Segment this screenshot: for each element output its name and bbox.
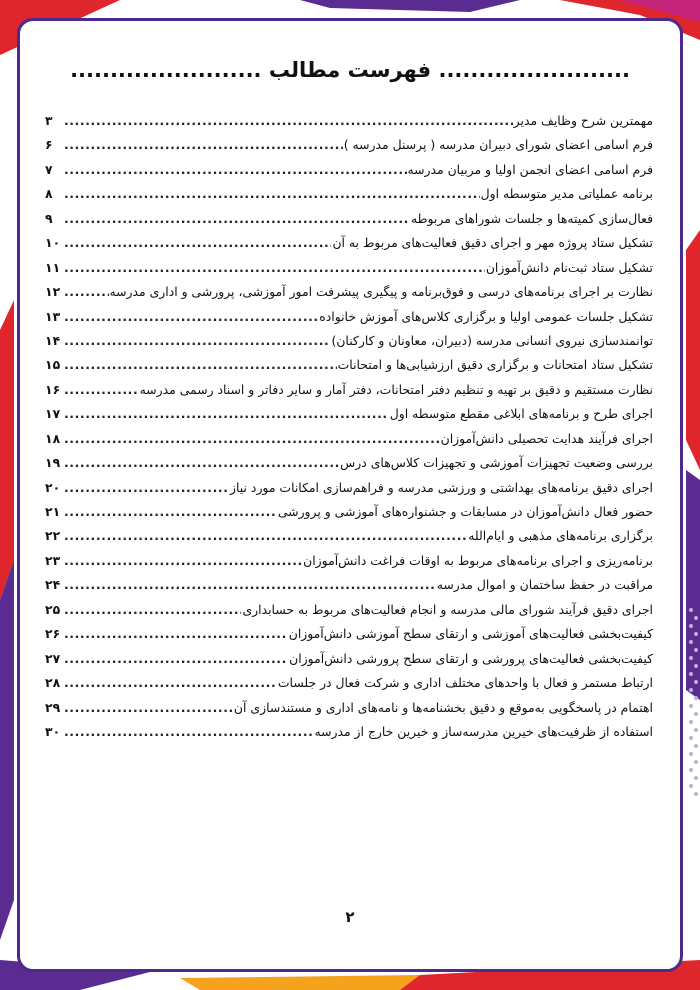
toc-entry-page: ۱۵: [45, 357, 61, 373]
dot-leader: [64, 480, 229, 495]
toc-entry-label: تشکیل ستاد ثبت‌نام دانش‌آموزان: [485, 259, 653, 275]
dot-leader: [64, 675, 277, 690]
dot-leader: [64, 309, 318, 324]
toc-entry-label: کیفیت‌بخشی فعالیت‌های آموزشی و ارتقای سطح آموزشی دانش‌آموزان: [288, 626, 653, 642]
dot-leader: [64, 235, 331, 250]
toc-entry-page: ۲۰: [45, 479, 61, 495]
toc-entry[interactable]: [45, 431, 653, 455]
toc-entry-page: ۹: [45, 210, 53, 226]
toc-entry-page: ۲۹: [45, 699, 61, 715]
toc-entry-label: مراقبت در حفظ ساختمان و اموال مدرسه: [436, 577, 653, 593]
toc-entry-page: ۱۲: [45, 284, 61, 300]
toc-entry[interactable]: [45, 162, 653, 186]
toc-entry-label: تشکیل ستاد پروژه مهر و اجرای دقیق فعالیت‌های مربوط به آن: [332, 235, 653, 251]
toc-entry[interactable]: [45, 528, 653, 552]
toc-entry-label: فعال‌سازی کمیته‌ها و جلسات شوراهای مربوطه: [411, 210, 653, 226]
toc-entry-label: کیفیت‌بخشی فعالیت‌های پرورشی و ارتقای سطح پرورشی دانش‌آموزان: [289, 650, 653, 666]
toc-entry-label: فرم اسامی اعضای انجمن اولیا و مربیان مدرسه: [407, 161, 653, 177]
dot-leader: [64, 357, 337, 372]
left-purple-stripe: [0, 560, 14, 940]
dot-leader: [64, 113, 513, 128]
toc-entry-label: فرم اسامی اعضای شورای دبیران مدرسه ( پرسنل مدرسه ): [343, 137, 653, 153]
toc-entry-label: ارتباط مستمر و فعال با واحدهای مختلف اداری و شرکت فعال در جلسات: [277, 675, 653, 691]
toc-entry-label: برگزاری برنامه‌های مذهبی و ایام‌الله: [468, 528, 653, 544]
dot-leader: [64, 724, 313, 739]
toc-entry-page: ۲۳: [45, 552, 61, 568]
dot-leader: [64, 333, 330, 348]
dot-leader: [64, 382, 139, 397]
toc-entry[interactable]: [45, 235, 653, 259]
dot-leader: [64, 260, 485, 275]
dot-leader: [64, 626, 288, 641]
dot-leader: [64, 211, 410, 226]
toc-entry-label: مهمترین شرح وظایف مدیر: [513, 113, 653, 128]
dot-leader: [64, 137, 343, 152]
toc-entry-page: ۱۸: [45, 430, 61, 446]
left-red-stripe: [0, 300, 14, 600]
toc-entry[interactable]: [45, 651, 653, 675]
toc-entry-page: ۶: [45, 137, 53, 153]
toc-entry-page: ۱۱: [45, 259, 61, 275]
top-purple-stripe: [300, 0, 520, 12]
toc-entry-page: ۳: [45, 113, 53, 128]
toc-entry[interactable]: [45, 480, 653, 504]
toc-entry[interactable]: [45, 309, 653, 333]
bottom-orange-stripe: [180, 975, 420, 990]
toc-entry-label: نظارت بر اجرای برنامه‌های درسی و فوق‌برنامه و پیگیری پیشرفت امور آموزشی، پرورشی و اداری مدرسه: [109, 284, 653, 300]
toc-entry-page: ۱۹: [45, 455, 61, 471]
toc-entry[interactable]: [45, 284, 653, 308]
toc-entry[interactable]: [45, 113, 653, 137]
toc-list: [45, 113, 653, 748]
toc-entry-label: اجرای دقیق برنامه‌های بهداشتی و ورزشی مدرسه و فراهم‌سازی امکانات مورد نیاز: [230, 479, 653, 495]
toc-entry[interactable]: [45, 260, 653, 284]
toc-entry[interactable]: [45, 602, 653, 626]
dot-leader: [64, 577, 436, 592]
toc-entry-label: اجرای فرآیند هدایت تحصیلی دانش‌آموزان: [440, 430, 653, 446]
toc-entry-label: نظارت مستقیم و دقیق بر تهیه و تنظیم دفتر امتحانات، دفتر آمار و سایر دفاتر و اسناد رسمی مدرسه: [139, 381, 653, 397]
toc-entry-label: استفاده از ظرفیت‌های خیرین مدرسه‌ساز و خیرین خارج از مدرسه: [314, 723, 653, 739]
right-red-stripe: [686, 230, 700, 470]
dot-leader: [64, 162, 407, 177]
dot-leader: [64, 528, 467, 543]
toc-entry-page: ۲۶: [45, 626, 61, 642]
toc-entry-label: بررسی وضعیت تجهیزات آموزشی و تجهیزات کلاس‌های درس: [340, 455, 653, 471]
toc-entry-page: ۲۴: [45, 577, 61, 593]
toc-entry-page: ۲۵: [45, 601, 61, 617]
toc-entry-page: ۲۷: [45, 650, 61, 666]
toc-entry[interactable]: [45, 406, 653, 430]
dot-leader: [64, 602, 241, 617]
toc-entry-label: توانمندسازی نیروی انسانی مدرسه (دبیران، معاونان و کارکنان): [331, 332, 653, 348]
toc-entry-page: ۱۶: [45, 381, 61, 397]
toc-title: ........................ فهرست مطالب ........................: [70, 58, 630, 82]
toc-entry[interactable]: [45, 577, 653, 601]
toc-entry-page: ۸: [45, 186, 53, 202]
dot-leader: [64, 406, 389, 421]
toc-entry[interactable]: [45, 504, 653, 528]
toc-entry-label: حضور فعال دانش‌آموزان در مسابقات و جشنواره‌های آموزشی و پرورشی: [277, 504, 653, 519]
toc-entry-page: ۲۲: [45, 528, 61, 544]
toc-entry-page: ۱۳: [45, 308, 61, 324]
dot-leader: [64, 431, 440, 446]
toc-entry[interactable]: [45, 137, 653, 161]
toc-entry-page: ۷: [45, 161, 53, 177]
toc-entry-label: تشکیل ستاد امتحانات و برگزاری دقیق ارزشیابی‌ها و امتحانات: [337, 357, 653, 373]
toc-entry[interactable]: [45, 724, 653, 748]
toc-entry-page: ۲۸: [45, 675, 61, 691]
toc-entry-page: ۱۰: [45, 235, 61, 251]
toc-entry-label: اجرای دقیق فرآیند شورای مالی مدرسه و انجام فعالیت‌های مربوط به حسابداری: [242, 601, 653, 617]
toc-entry[interactable]: [45, 382, 653, 406]
toc-entry-page: ۳۰: [45, 723, 61, 739]
toc-entry[interactable]: [45, 553, 653, 577]
toc-entry-label: تشکیل جلسات عمومی اولیا و برگزاری کلاس‌های آموزش خانواده: [319, 308, 653, 324]
toc-entry[interactable]: [45, 333, 653, 357]
dot-leader: [64, 700, 233, 715]
toc-entry[interactable]: [45, 211, 653, 235]
toc-entry-label: اهتمام در پاسخگویی به‌موقع و دقیق بخشنامه‌ها و نامه‌های اداری و مستندسازی آن: [233, 699, 653, 715]
toc-entry-page: ۲۱: [45, 504, 61, 519]
dot-leader: [64, 651, 288, 666]
page-number: ۲: [345, 908, 355, 926]
dot-leader: [64, 455, 339, 470]
dot-leader: [64, 553, 302, 568]
toc-entry-page: ۱۴: [45, 332, 61, 348]
toc-entry[interactable]: [45, 700, 653, 724]
dot-leader: [64, 186, 480, 201]
toc-entry-label: برنامه عملیاتی مدیر متوسطه اول: [480, 186, 653, 202]
dot-leader: [64, 284, 109, 299]
toc-entry-label: اجرای طرح و برنامه‌های ابلاغی مقطع متوسطه اول: [389, 406, 653, 422]
dot-leader: [64, 504, 277, 519]
toc-entry[interactable]: [45, 455, 653, 479]
toc-entry[interactable]: [45, 186, 653, 210]
toc-entry[interactable]: [45, 357, 653, 381]
toc-entry[interactable]: [45, 626, 653, 650]
toc-entry[interactable]: [45, 675, 653, 699]
toc-entry-label: برنامه‌ریزی و اجرای برنامه‌های مربوط به اوقات فراغت دانش‌آموزان: [303, 552, 653, 568]
toc-entry-page: ۱۷: [45, 406, 61, 422]
